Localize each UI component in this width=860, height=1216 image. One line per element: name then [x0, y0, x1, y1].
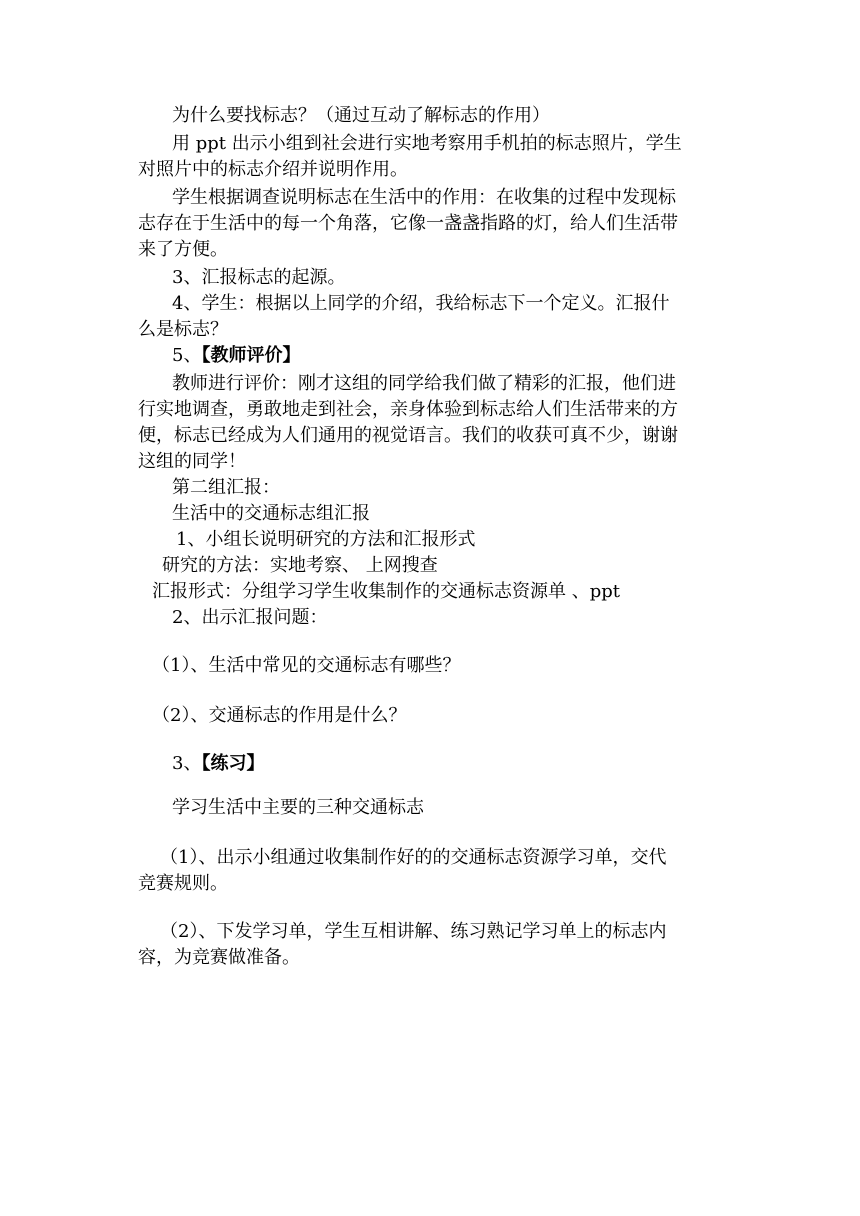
- paragraph-evaluation-line1: 教师进行评价：刚才这组的同学给我们做了精彩的汇报，他们进: [172, 373, 676, 394]
- paragraph-evaluation-line2: 行实地调查，勇敢地走到社会，亲身体验到标志给人们生活带来的方: [138, 399, 678, 420]
- paragraph-survey-line1: 学生根据调查说明标志在生活中的作用：在收集的过程中发现标: [172, 187, 676, 208]
- heading-practice: [172, 752, 264, 776]
- question-common-signs: （1）、生活中常见的交通标志有哪些？: [152, 655, 461, 676]
- paragraph-worksheet-line1: （2）、下发学习单，学生互相讲解、练习熟记学习单上的标志内: [160, 921, 667, 942]
- paragraph-evaluation-line3: 便，标志已经成为人们通用的视觉语言。我们的收获可真不少，谢谢: [138, 425, 678, 446]
- paragraph-traffic-group: 生活中的交通标志组汇报: [172, 503, 370, 524]
- paragraph-three-signs: 学习生活中主要的三种交通标志: [172, 797, 424, 818]
- paragraph-worksheet-line2: 容，为竞赛做准备。: [138, 947, 300, 968]
- heading-title: 【练习】: [201, 753, 265, 774]
- paragraph-why-find-signs: 为什么要找标志？（通过互动了解标志的作用）: [172, 105, 550, 126]
- paragraph-survey-line3: 来了方便。: [138, 239, 228, 260]
- paragraph-resource-sheet-line1: （1）、出示小组通过收集制作好的的交通标志资源学习单，交代: [160, 847, 667, 868]
- paragraph-origin: 3、汇报标志的起源。: [172, 267, 346, 288]
- paragraph-ppt-photos-line1: 用 ppt 出示小组到社会进行实地考察用手机拍的标志照片，学生: [172, 133, 682, 154]
- paragraph-survey-line2: 志存在于生活中的每一个角落，它像一盏盏指路的灯，给人们生活带: [138, 213, 678, 234]
- paragraph-definition-line2: 么是标志？: [138, 319, 228, 340]
- question-sign-function: （2）、交通标志的作用是什么？: [152, 705, 407, 726]
- heading-title: 【教师评价】: [201, 345, 301, 366]
- paragraph-group-two: 第二组汇报：: [172, 477, 280, 498]
- paragraph-evaluation-line4: 这组的同学！: [138, 451, 246, 472]
- paragraph-method-form: 1、小组长说明研究的方法和汇报形式: [176, 529, 476, 550]
- paragraph-ppt-photos-line2: 对照片中的标志介绍并说明作用。: [138, 159, 408, 180]
- paragraph-report-form: 汇报形式：分组学习学生收集制作的交通标志资源单 、ppt: [152, 581, 620, 602]
- paragraph-research-method: 研究的方法：实地考察、 上网搜查: [162, 555, 438, 576]
- paragraph-definition-line1: 4、学生：根据以上同学的介绍，我给标志下一个定义。汇报什: [172, 293, 670, 314]
- heading-number: 3、: [172, 753, 202, 774]
- heading-teacher-evaluation: [172, 344, 300, 368]
- paragraph-questions: 2、出示汇报问题：: [172, 607, 328, 628]
- paragraph-resource-sheet-line2: 竞赛规则。: [138, 873, 228, 894]
- heading-number: 5、: [172, 345, 202, 366]
